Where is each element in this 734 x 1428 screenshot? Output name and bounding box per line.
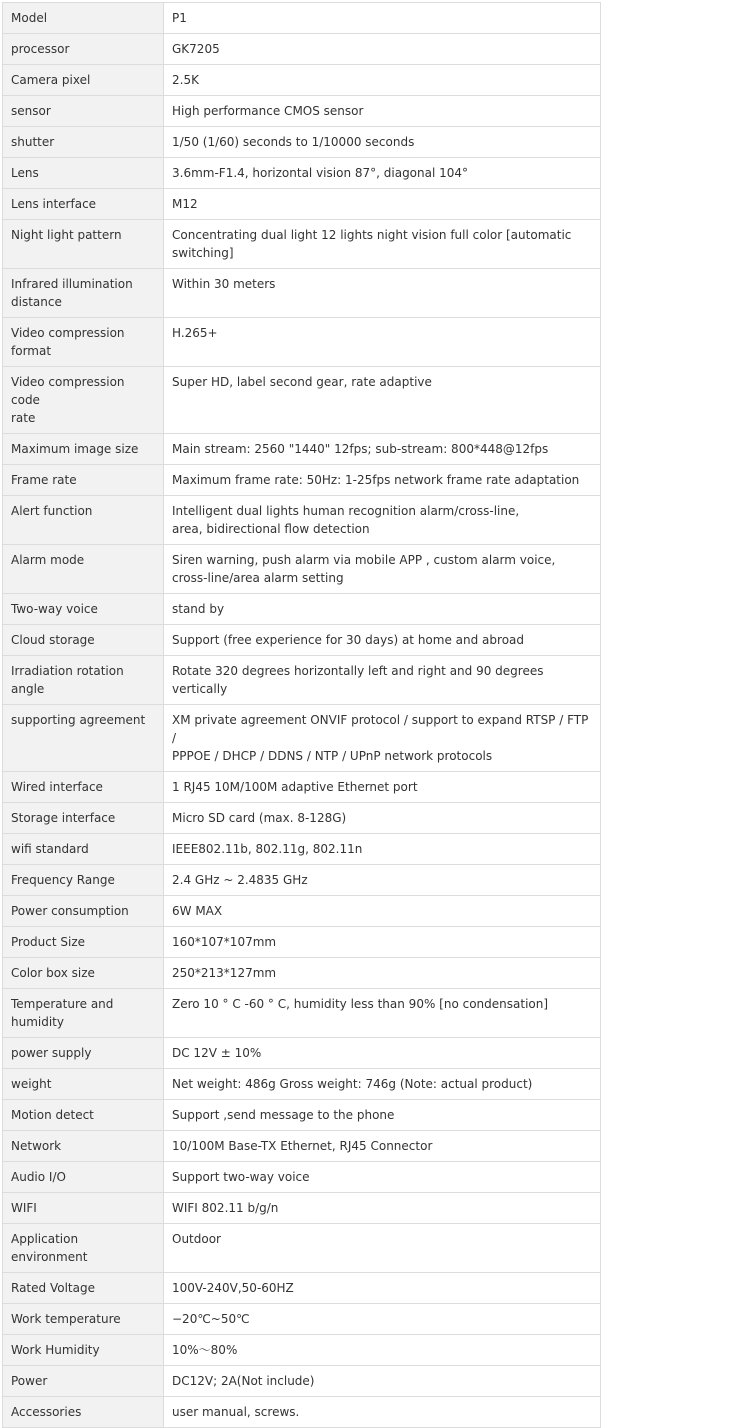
spec-value: 1/50 (1/60) seconds to 1/10000 seconds bbox=[164, 127, 601, 158]
spec-value: GK7205 bbox=[164, 34, 601, 65]
spec-row bbox=[3, 594, 601, 625]
spec-key: Lens bbox=[3, 158, 164, 189]
spec-key: Video compression format bbox=[3, 318, 164, 367]
spec-value: Maximum frame rate: 50Hz: 1-25fps network frame rate adaptation bbox=[164, 465, 601, 496]
spec-key: Maximum image size bbox=[3, 434, 164, 465]
spec-value: Net weight: 486g Gross weight: 746g (Note: actual product) bbox=[164, 1069, 601, 1100]
spec-key: Application environment bbox=[3, 1224, 164, 1273]
spec-key: Alert function bbox=[3, 496, 164, 545]
spec-row bbox=[3, 1069, 601, 1100]
spec-row bbox=[3, 220, 601, 269]
spec-row bbox=[3, 318, 601, 367]
spec-row bbox=[3, 496, 601, 545]
spec-key: weight bbox=[3, 1069, 164, 1100]
spec-key: Power consumption bbox=[3, 896, 164, 927]
spec-key: Accessories bbox=[3, 1397, 164, 1428]
spec-row bbox=[3, 465, 601, 496]
spec-value: XM private agreement ONVIF protocol / support to expand RTSP / FTP / PPPOE / DHCP / DDNS / NTP / UPnP network protocols bbox=[164, 705, 601, 772]
spec-row bbox=[3, 1224, 601, 1273]
spec-key: Frequency Range bbox=[3, 865, 164, 896]
spec-row bbox=[3, 1335, 601, 1366]
spec-value: P1 bbox=[164, 3, 601, 34]
spec-row bbox=[3, 656, 601, 705]
spec-key: Audio I/O bbox=[3, 1162, 164, 1193]
spec-value: Support (free experience for 30 days) at home and abroad bbox=[164, 625, 601, 656]
spec-value: Zero 10 ° C -60 ° C, humidity less than 90% [no condensation] bbox=[164, 989, 601, 1038]
spec-row bbox=[3, 989, 601, 1038]
spec-value: −20℃~50℃ bbox=[164, 1304, 601, 1335]
spec-row bbox=[3, 96, 601, 127]
spec-value: stand by bbox=[164, 594, 601, 625]
spec-key: Video compression code rate bbox=[3, 367, 164, 434]
spec-key: Alarm mode bbox=[3, 545, 164, 594]
spec-row bbox=[3, 927, 601, 958]
spec-row bbox=[3, 1397, 601, 1428]
spec-key: supporting agreement bbox=[3, 705, 164, 772]
spec-row bbox=[3, 127, 601, 158]
spec-value: 10%～80% bbox=[164, 1335, 601, 1366]
spec-key: shutter bbox=[3, 127, 164, 158]
spec-key: sensor bbox=[3, 96, 164, 127]
spec-value: Support ,send message to the phone bbox=[164, 1100, 601, 1131]
spec-key: Infrared illumination distance bbox=[3, 269, 164, 318]
spec-value: 160*107*107mm bbox=[164, 927, 601, 958]
spec-row bbox=[3, 1162, 601, 1193]
spec-row bbox=[3, 1273, 601, 1304]
spec-row bbox=[3, 158, 601, 189]
spec-value: Outdoor bbox=[164, 1224, 601, 1273]
spec-row bbox=[3, 34, 601, 65]
spec-row bbox=[3, 1131, 601, 1162]
spec-table-body bbox=[3, 3, 601, 1428]
spec-row bbox=[3, 3, 601, 34]
spec-row bbox=[3, 269, 601, 318]
spec-value: Siren warning, push alarm via mobile APP , custom alarm voice, cross-line/area alarm setting bbox=[164, 545, 601, 594]
spec-row bbox=[3, 367, 601, 434]
spec-value: Micro SD card (max. 8-128G) bbox=[164, 803, 601, 834]
spec-key: WIFI bbox=[3, 1193, 164, 1224]
spec-value: 100V-240V,50-60HZ bbox=[164, 1273, 601, 1304]
spec-key: Two-way voice bbox=[3, 594, 164, 625]
spec-value: 10/100M Base-TX Ethernet, RJ45 Connector bbox=[164, 1131, 601, 1162]
spec-key: Motion detect bbox=[3, 1100, 164, 1131]
spec-row bbox=[3, 958, 601, 989]
spec-row bbox=[3, 434, 601, 465]
spec-value: DC12V; 2A(Not include) bbox=[164, 1366, 601, 1397]
spec-value: High performance CMOS sensor bbox=[164, 96, 601, 127]
spec-value: 250*213*127mm bbox=[164, 958, 601, 989]
spec-key: power supply bbox=[3, 1038, 164, 1069]
spec-key: Work temperature bbox=[3, 1304, 164, 1335]
spec-value: Intelligent dual lights human recognition alarm/cross-line, area, bidirectional flow detection bbox=[164, 496, 601, 545]
spec-key: Frame rate bbox=[3, 465, 164, 496]
spec-key: Irradiation rotation angle bbox=[3, 656, 164, 705]
spec-key: Product Size bbox=[3, 927, 164, 958]
spec-value: Within 30 meters bbox=[164, 269, 601, 318]
spec-value: IEEE802.11b, 802.11g, 802.11n bbox=[164, 834, 601, 865]
spec-row bbox=[3, 1193, 601, 1224]
spec-key: Lens interface bbox=[3, 189, 164, 220]
spec-row bbox=[3, 834, 601, 865]
spec-row bbox=[3, 1100, 601, 1131]
spec-value: Support two-way voice bbox=[164, 1162, 601, 1193]
spec-value: Super HD, label second gear, rate adaptive bbox=[164, 367, 601, 434]
spec-row bbox=[3, 803, 601, 834]
spec-row bbox=[3, 65, 601, 96]
spec-row bbox=[3, 1304, 601, 1335]
spec-value: WIFI 802.11 b/g/n bbox=[164, 1193, 601, 1224]
spec-row bbox=[3, 189, 601, 220]
spec-value: M12 bbox=[164, 189, 601, 220]
spec-row bbox=[3, 772, 601, 803]
spec-value: H.265+ bbox=[164, 318, 601, 367]
spec-key: Temperature and humidity bbox=[3, 989, 164, 1038]
spec-key: Power bbox=[3, 1366, 164, 1397]
spec-key: Wired interface bbox=[3, 772, 164, 803]
spec-key: wifi standard bbox=[3, 834, 164, 865]
spec-row bbox=[3, 896, 601, 927]
spec-row bbox=[3, 865, 601, 896]
spec-row bbox=[3, 1366, 601, 1397]
spec-value: 3.6mm-F1.4, horizontal vision 87°, diagonal 104° bbox=[164, 158, 601, 189]
spec-row bbox=[3, 545, 601, 594]
spec-value: Main stream: 2560 "1440" 12fps; sub-stream: 800*448@12fps bbox=[164, 434, 601, 465]
spec-key: Network bbox=[3, 1131, 164, 1162]
spec-key: processor bbox=[3, 34, 164, 65]
spec-key: Camera pixel bbox=[3, 65, 164, 96]
spec-key: Storage interface bbox=[3, 803, 164, 834]
spec-value: 1 RJ45 10M/100M adaptive Ethernet port bbox=[164, 772, 601, 803]
spec-key: Color box size bbox=[3, 958, 164, 989]
spec-row bbox=[3, 1038, 601, 1069]
spec-table bbox=[2, 2, 601, 1428]
spec-value: DC 12V ± 10% bbox=[164, 1038, 601, 1069]
spec-key: Rated Voltage bbox=[3, 1273, 164, 1304]
spec-key: Cloud storage bbox=[3, 625, 164, 656]
spec-value: 6W MAX bbox=[164, 896, 601, 927]
spec-value: 2.4 GHz ~ 2.4835 GHz bbox=[164, 865, 601, 896]
spec-row bbox=[3, 625, 601, 656]
spec-key: Night light pattern bbox=[3, 220, 164, 269]
spec-key: Work Humidity bbox=[3, 1335, 164, 1366]
spec-value: 2.5K bbox=[164, 65, 601, 96]
spec-row bbox=[3, 705, 601, 772]
spec-value: Rotate 320 degrees horizontally left and right and 90 degrees vertically bbox=[164, 656, 601, 705]
spec-value: user manual, screws. bbox=[164, 1397, 601, 1428]
spec-key: Model bbox=[3, 3, 164, 34]
spec-value: Concentrating dual light 12 lights night vision full color [automatic switching] bbox=[164, 220, 601, 269]
